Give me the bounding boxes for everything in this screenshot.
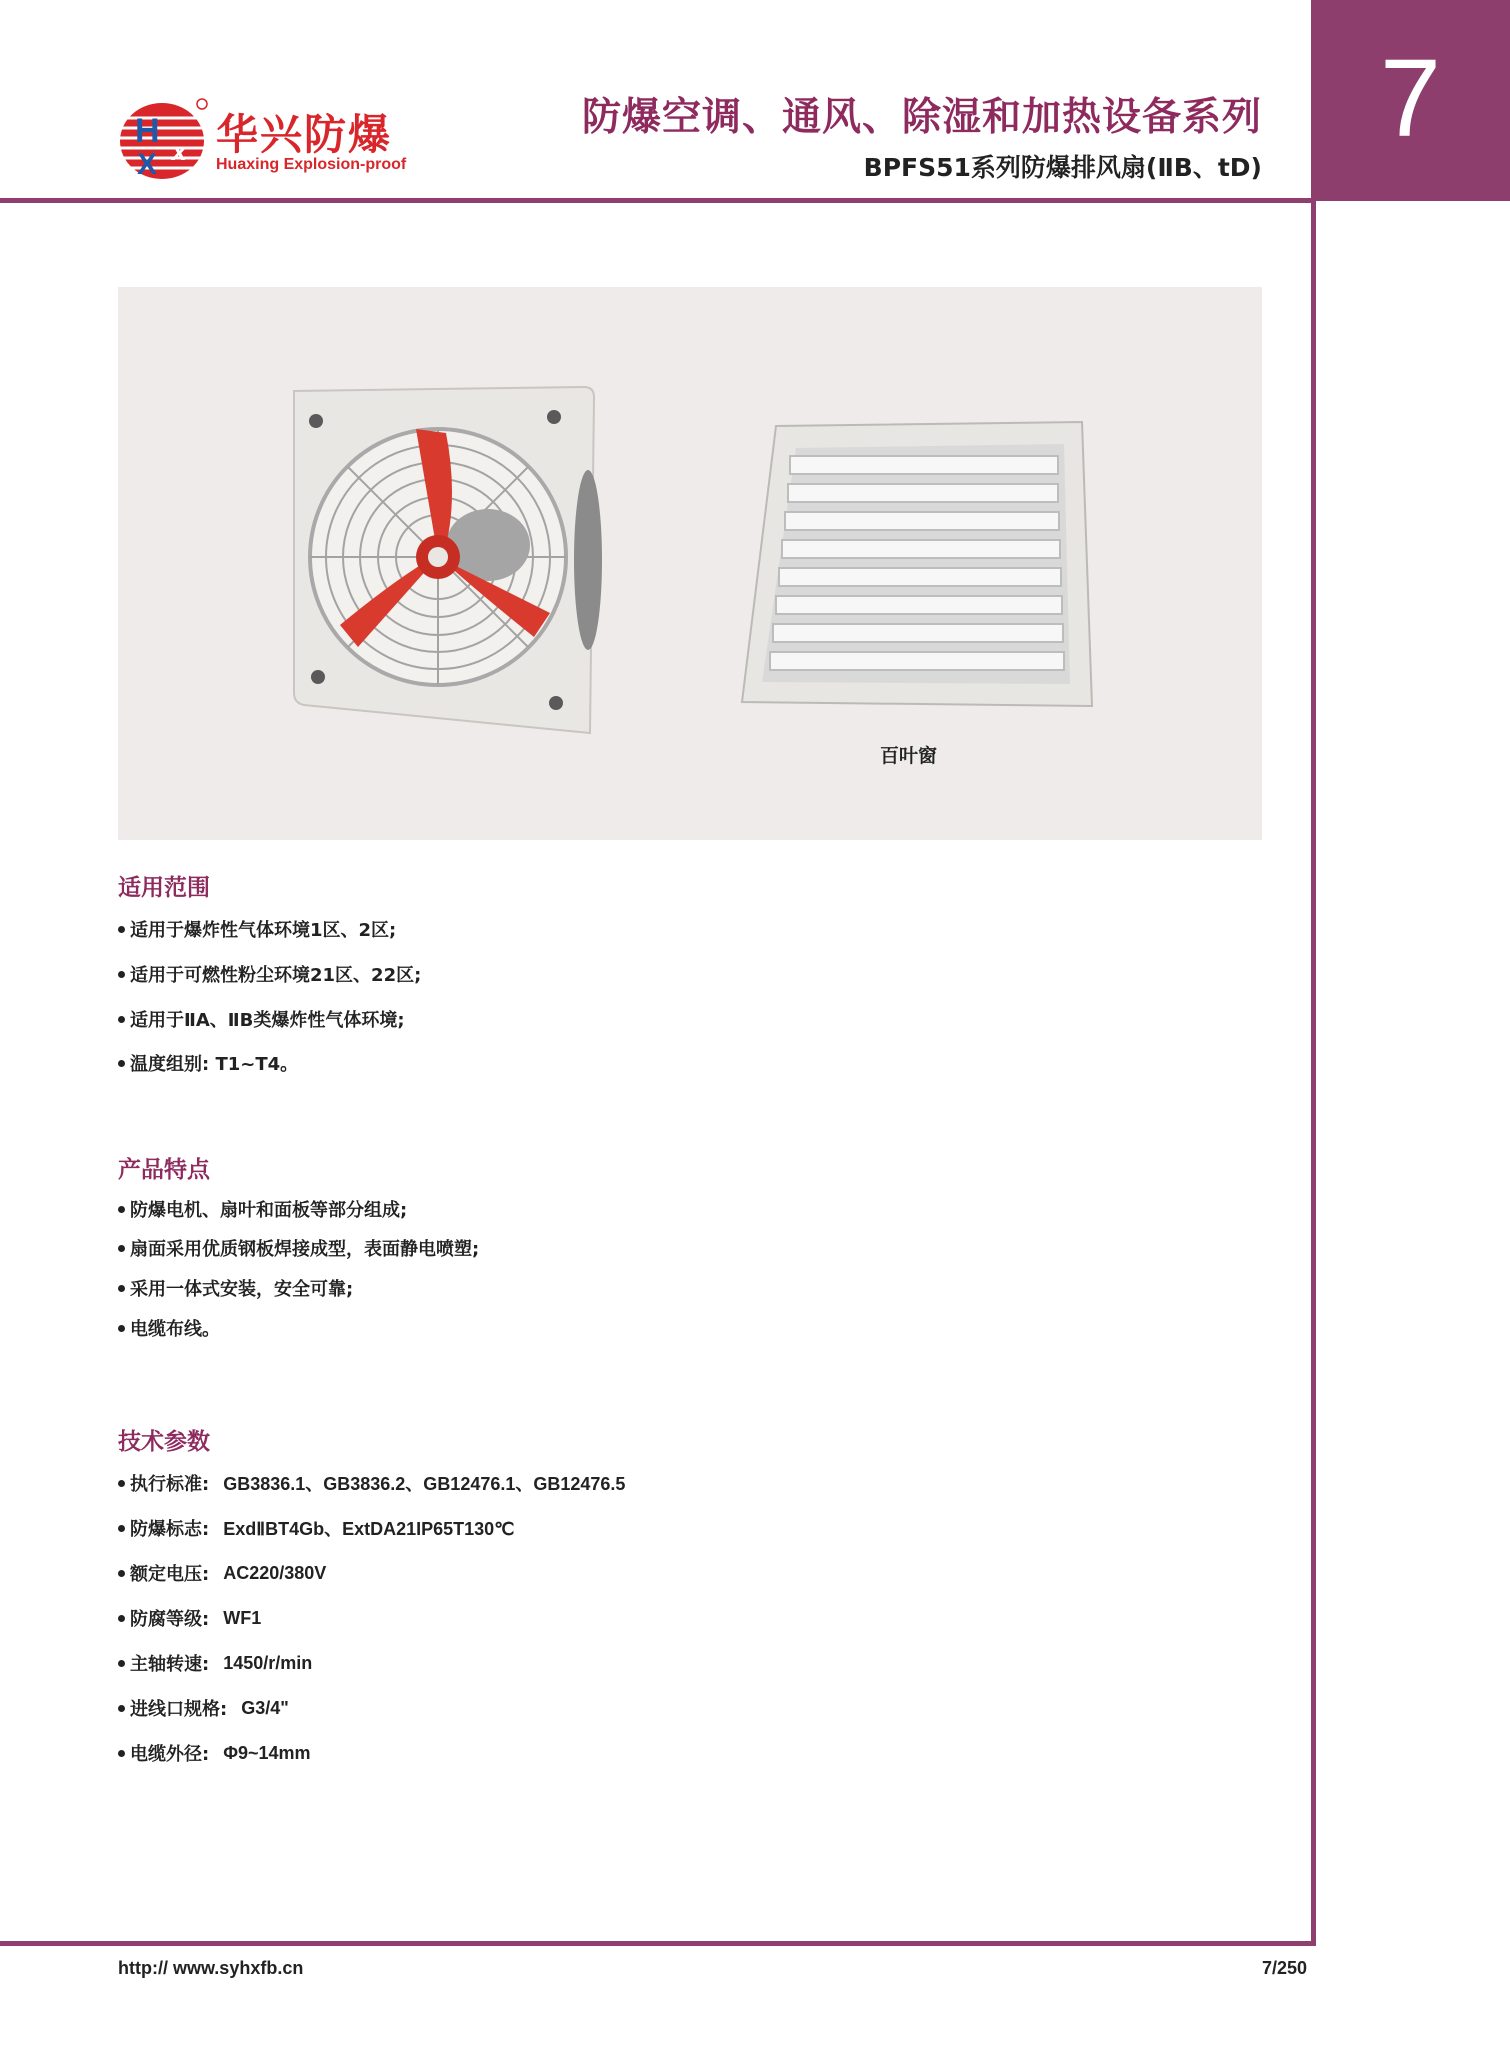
feature-item: 采用一体式安装，安全可靠;	[118, 1275, 353, 1301]
feature-item: 扇面采用优质钢板焊接成型，表面静电喷塑;	[118, 1235, 479, 1261]
spec-item-standard: 执行标准: GB3836.1、GB3836.2、GB12476.1、GB12476.5	[118, 1470, 625, 1496]
product-subtitle: BPFS51系列防爆排风扇(ⅡB、tD)	[863, 153, 1262, 182]
bullet-dot-icon	[118, 1206, 125, 1213]
scope-item: 适用于ⅡA、ⅡB类爆炸性气体环境;	[118, 1006, 405, 1032]
louver-caption: 百叶窗	[880, 745, 938, 767]
exhaust-fan-image	[288, 385, 608, 735]
spec-item-corrosion: 防腐等级: WF1	[118, 1605, 261, 1631]
bullet-dot-icon	[118, 1570, 125, 1577]
bullet-dot-icon	[118, 1660, 125, 1667]
specs-section-title: 技术参数	[118, 1429, 210, 1455]
scope-section-title: 适用范围	[118, 875, 210, 901]
spec-item-ex-marking: 防爆标志: ExdⅡBT4Gb、ExtDA21IP65T130℃	[118, 1515, 514, 1541]
spec-item-inlet: 进线口规格: G3/4"	[118, 1695, 289, 1721]
scope-item: 温度组别: T1~T4。	[118, 1050, 298, 1076]
features-section-title: 产品特点	[118, 1157, 210, 1183]
spec-item-cable-diameter: 电缆外径: Φ9~14mm	[118, 1740, 311, 1766]
svg-text:X: X	[137, 148, 158, 181]
feature-item: 电缆布线。	[118, 1315, 220, 1341]
louver-window-image	[738, 420, 1098, 710]
bullet-dot-icon	[118, 971, 125, 978]
logo-english-name: Huaxing Explosion-proof	[216, 156, 407, 173]
bullet-dot-icon	[118, 1705, 125, 1712]
company-logo	[118, 96, 438, 186]
scope-item: 适用于爆炸性气体环境1区、2区;	[118, 916, 396, 942]
svg-text:x: x	[172, 136, 187, 166]
bullet-dot-icon	[118, 1245, 125, 1252]
header-divider	[0, 198, 1312, 203]
bullet-dot-icon	[118, 1750, 125, 1757]
bullet-dot-icon	[118, 1525, 125, 1532]
bullet-dot-icon	[118, 1480, 125, 1487]
bullet-dot-icon	[118, 1615, 125, 1622]
chapter-number: 7	[1379, 37, 1442, 160]
bullet-dot-icon	[118, 1325, 125, 1332]
right-margin-rule	[1311, 200, 1316, 1945]
scope-item: 适用于可燃性粉尘环境21区、22区;	[118, 961, 421, 987]
bullet-dot-icon	[118, 926, 125, 933]
feature-item: 防爆电机、扇叶和面板等部分组成;	[118, 1196, 407, 1222]
series-title: 防爆空调、通风、除湿和加热设备系列	[581, 95, 1262, 140]
page-number: 7/250	[1262, 1958, 1308, 1978]
bullet-dot-icon	[118, 1285, 125, 1292]
spec-item-speed: 主轴转速: 1450/r/min	[118, 1650, 312, 1676]
bullet-dot-icon	[118, 1016, 125, 1023]
bullet-dot-icon	[118, 1060, 125, 1067]
footer-divider	[0, 1941, 1316, 1946]
footer-website-link[interactable]: http:// www.syhxfb.cn	[118, 1958, 304, 1978]
logo-chinese-name: 华兴防爆	[216, 110, 393, 159]
spec-item-voltage: 额定电压: AC220/380V	[118, 1560, 326, 1586]
svg-text:H: H	[135, 112, 160, 150]
